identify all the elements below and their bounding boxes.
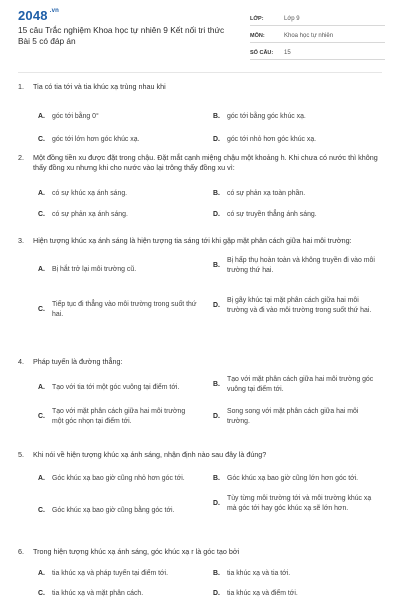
option-b[interactable] — [213, 189, 378, 199]
option-letter: A. — [38, 266, 45, 273]
option-text: có sự phản xạ toàn phần. — [227, 190, 306, 197]
logo-suffix: .vn — [49, 8, 60, 14]
header — [0, 0, 400, 60]
option-text: Tạo với tia tới một góc vuông tại điểm tới. — [52, 384, 180, 391]
option-text: Tạo với mặt phân cách giữa hai môi trường một góc nhọn tại điểm tới. — [52, 408, 186, 425]
meta-value: Khoa học tự nhiên — [284, 32, 334, 39]
option-d[interactable] — [213, 296, 378, 315]
option-text: góc tới bằng góc khúc xạ. — [227, 113, 306, 120]
question-number: 2. — [18, 153, 24, 162]
option-a[interactable] — [38, 189, 198, 199]
option-a[interactable] — [38, 569, 198, 579]
option-text: Song song với mặt phân cách giữa hai môi trường. — [227, 408, 359, 425]
option-text: Góc khúc xạ bao giờ cũng bằng góc tới. — [52, 507, 175, 514]
option-letter: A. — [38, 384, 45, 391]
option-letter: B. — [213, 113, 220, 120]
option-letter: A. — [38, 475, 45, 482]
option-d[interactable] — [213, 135, 378, 145]
meta-value: Lớp 9 — [284, 15, 300, 22]
option-a[interactable] — [38, 112, 198, 122]
meta-panel — [250, 12, 385, 63]
question-text: Một đồng tiền xu được đặt trong chậu. Đặt mắt cạnh miệng chậu một khoảng h. Khi chưa có nước thì không thấy đồng xu nhưng khi cho nước vào lại trông thấy đồng xu vì: — [33, 153, 378, 172]
option-text: góc tới lớn hơn góc khúc xạ. — [52, 136, 140, 143]
option-text: có sự khúc xạ ánh sáng. — [52, 190, 128, 197]
question — [18, 236, 382, 334]
option-text: Góc khúc xạ bao giờ cũng lớn hơn góc tới. — [227, 475, 359, 482]
option-letter: C. — [38, 412, 45, 420]
question-text: Trong hiện tượng khúc xạ ánh sáng, góc khúc xạ r là góc tạo bởi — [33, 547, 240, 556]
option-text: có sự truyền thẳng ánh sáng. — [227, 211, 317, 218]
option-text: tia khúc xạ và điểm tới. — [227, 590, 298, 597]
option-letter: C. — [38, 507, 45, 514]
option-letter: B. — [213, 261, 220, 269]
question — [18, 450, 382, 538]
option-letter: B. — [213, 190, 220, 197]
question — [18, 547, 382, 601]
option-text: có sự phản xạ ánh sáng. — [52, 211, 128, 218]
question-number: 6. — [18, 547, 24, 556]
question-text: Pháp tuyến là đường thẳng: — [33, 357, 123, 366]
question-number: 4. — [18, 357, 24, 366]
option-letter: A. — [38, 113, 45, 120]
option-letter: D. — [213, 590, 220, 597]
option-b[interactable] — [213, 375, 378, 394]
option-letter: D. — [213, 412, 220, 420]
option-text: tia khúc xạ và tia tới. — [227, 570, 291, 577]
meta-key: SỐ CÂU: — [250, 49, 274, 56]
option-letter: D. — [213, 211, 220, 218]
question-number: 3. — [18, 236, 24, 245]
option-letter: C. — [38, 136, 45, 143]
option-d[interactable] — [213, 494, 378, 513]
option-d[interactable] — [213, 589, 378, 599]
option-text: Góc khúc xạ bao giờ cũng nhỏ hơn góc tới. — [52, 475, 185, 482]
option-letter: A. — [38, 190, 45, 197]
option-c[interactable] — [38, 407, 198, 426]
option-text: Tạo với mặt phân cách giữa hai môi trường góc vuông tại điểm tới. — [227, 376, 374, 393]
question — [18, 357, 382, 435]
option-b[interactable] — [213, 569, 378, 579]
question-number: 5. — [18, 450, 24, 459]
option-letter: C. — [38, 305, 45, 313]
option-text: tia khúc xạ và pháp tuyến tại điểm tới. — [52, 570, 168, 577]
question — [18, 82, 382, 142]
page-title: 15 câu Trắc nghiệm Khoa học tự nhiên 9 Kết nối tri thức Bài 5 có đáp án — [18, 25, 225, 46]
option-letter: C. — [38, 590, 45, 597]
option-d[interactable] — [213, 210, 378, 220]
option-letter: A. — [38, 570, 45, 577]
option-letter: D. — [213, 499, 220, 507]
option-letter: B. — [213, 570, 220, 577]
option-c[interactable] — [38, 300, 198, 319]
meta-row-subject — [250, 29, 385, 43]
option-b[interactable] — [213, 256, 378, 275]
option-a[interactable] — [38, 383, 198, 393]
option-text: Bị hắt trở lại môi trường cũ. — [52, 266, 137, 273]
meta-row-grade — [250, 12, 385, 26]
site-logo[interactable] — [18, 8, 59, 23]
option-letter: B. — [213, 475, 220, 482]
option-a[interactable] — [38, 474, 198, 484]
logo-text: 2048 — [18, 8, 48, 23]
option-text: góc tới bằng 0° — [52, 113, 99, 120]
question-text: Khi nói về hiện tượng khúc xạ ánh sáng, nhận định nào sau đây là đúng? — [33, 450, 267, 459]
header-divider — [18, 72, 382, 73]
option-c[interactable] — [38, 506, 198, 516]
option-b[interactable] — [213, 112, 378, 122]
meta-value: 15 — [284, 49, 291, 56]
meta-key: MÔN: — [250, 32, 265, 39]
option-b[interactable] — [213, 474, 378, 484]
option-c[interactable] — [38, 135, 198, 145]
meta-key: LỚP: — [250, 15, 264, 22]
option-text: Bị hấp thụ hoàn toàn và không truyền đi vào môi trường thứ hai. — [227, 257, 375, 274]
meta-row-count — [250, 46, 385, 60]
option-text: góc tới nhỏ hơn góc khúc xạ. — [227, 136, 317, 143]
option-text: tia khúc xạ và mặt phân cách. — [52, 590, 144, 597]
question — [18, 153, 382, 223]
option-text: Bị gãy khúc tại mặt phân cách giữa hai môi trường và đi vào môi trường trong suốt thứ hai. — [227, 297, 372, 314]
option-c[interactable] — [38, 210, 198, 220]
option-c[interactable] — [38, 589, 198, 599]
question-number: 1. — [18, 82, 24, 91]
option-text: Tùy từng môi trường tới và môi trường khúc xạ mà góc tới hay góc khúc xạ sẽ lớn hơn. — [227, 495, 372, 512]
question-text: Hiện tượng khúc xạ ánh sáng là hiện tượng tia sáng tới khi gặp mặt phân cách giữa hai môi trường: — [33, 236, 352, 245]
option-letter: B. — [213, 380, 220, 388]
option-d[interactable] — [213, 407, 378, 426]
question-text: Tia có tia tới và tia khúc xạ trùng nhau khi — [33, 82, 166, 91]
option-a[interactable] — [38, 265, 198, 275]
option-letter: D. — [213, 136, 220, 143]
option-letter: D. — [213, 301, 220, 309]
option-letter: C. — [38, 211, 45, 218]
option-text: Tiếp tục đi thẳng vào môi trường trong suốt thứ hai. — [52, 301, 197, 318]
